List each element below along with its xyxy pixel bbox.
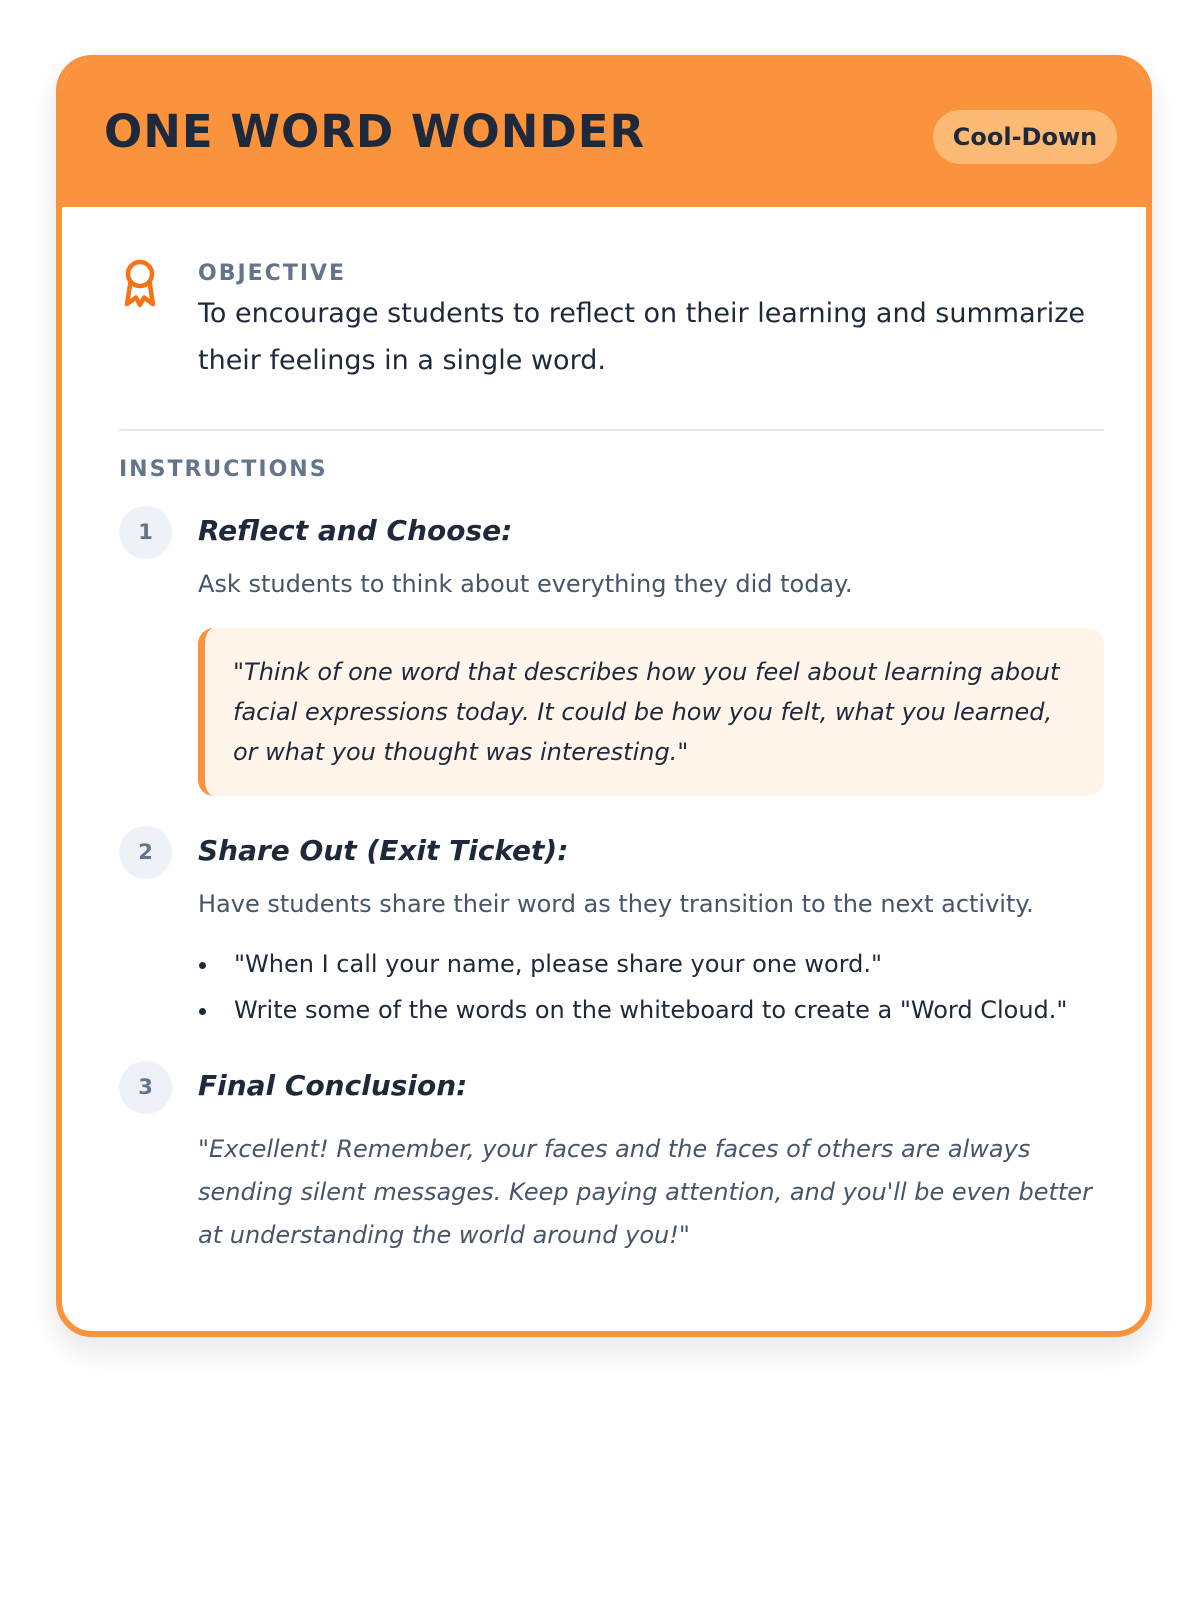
step-title-1: Reflect and Choose:	[198, 514, 513, 547]
bullet-dot-icon	[199, 1008, 206, 1015]
step-description-2: Have students share their word as they transition to the next activity.	[198, 890, 1034, 918]
step-number-3: 3	[119, 1061, 172, 1114]
activity-card	[56, 55, 1152, 1337]
teacher-quote-box	[198, 628, 1104, 796]
final-conclusion-text: "Excellent! Remember, your faces and the faces of others are always sending silent messages. Keep paying attention, and you'll be even better at understanding the world around you!"	[198, 1135, 1092, 1249]
bullet-item	[198, 941, 1104, 987]
bullet-text: "When I call your name, please share your one word."	[234, 950, 883, 978]
bullet-dot-icon	[199, 962, 206, 969]
card-title: ONE WORD WONDER	[104, 105, 646, 158]
instructions-label: INSTRUCTIONS	[119, 457, 328, 482]
teacher-quote-text: "Think of one word that describes how you feel about learning about facial expressions today. It could be how you felt, what you learned, or what you thought was interesting."	[233, 658, 1060, 766]
activity-type-badge: Cool-Down	[933, 110, 1117, 164]
objective-label: OBJECTIVE	[198, 261, 347, 286]
step-title-3: Final Conclusion:	[198, 1069, 468, 1102]
step-number-1: 1	[119, 506, 172, 559]
step-description-1: Ask students to think about everything they did today.	[198, 570, 853, 598]
card-header	[62, 61, 1146, 207]
step-number-2: 2	[119, 826, 172, 879]
award-ribbon-icon	[120, 257, 160, 311]
bullet-item	[198, 987, 1104, 1033]
objective-text: To encourage students to reflect on their learning and summarize their feelings in a single word.	[198, 298, 1086, 376]
step-title-2: Share Out (Exit Ticket):	[198, 834, 569, 867]
section-divider	[119, 429, 1104, 431]
share-out-bullet-list	[198, 941, 1104, 1033]
bullet-text: Write some of the words on the whiteboard to create a "Word Cloud."	[234, 996, 1068, 1024]
